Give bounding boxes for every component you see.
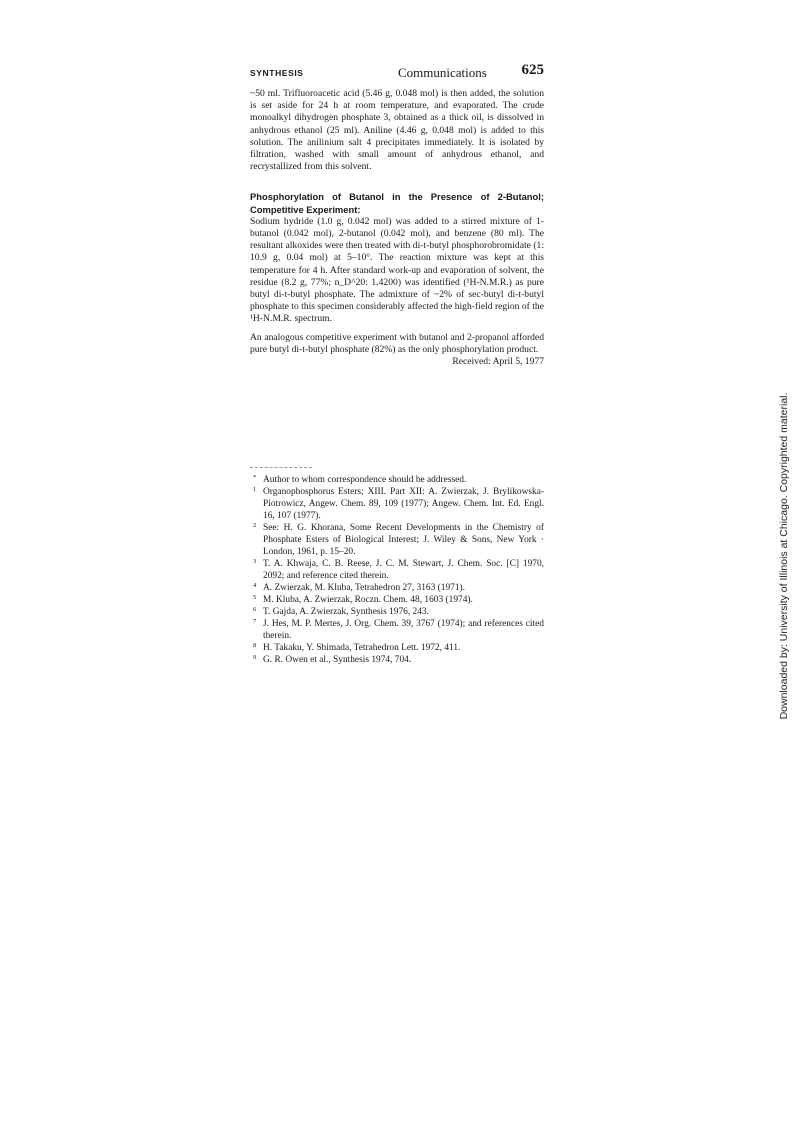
- footnote: [250, 618, 544, 642]
- footnote-text: Organophosphorus Esters; XIII. Part XII: A. Zwierzak, J. Brylikowska-Piotrowicz, Angew. Chem. 89, 109 (1977); Angew. Chem. Int. Ed. Engl. 16, 107 (1977).: [263, 487, 544, 521]
- footnote-divider: [250, 467, 312, 468]
- footnote-text: A. Zwierzak, M. Kluba, Tetrahedron 27, 3163 (1971).: [263, 583, 465, 593]
- section-heading: Phosphorylation of Butanol in the Presence of 2-Butanol; Competitive Experiment:: [250, 191, 544, 215]
- footnote-text: Author to whom correspondence should be addressed.: [263, 475, 467, 485]
- download-watermark: Downloaded by: University of Illinois at Chicago. Copyrighted material.: [778, 392, 790, 720]
- footnote-mark: 2: [253, 522, 257, 529]
- analogous-experiment-paragraph: An analogous competitive experiment with butanol and 2-propanol afforded pure butyl di-t-butyl phosphate (82%) as the only phosphorylation product.: [250, 331, 544, 355]
- footnote: [250, 522, 544, 558]
- footnote-text: G. R. Owen et al., Synthesis 1974, 704.: [263, 655, 412, 665]
- page-number: 625: [521, 62, 544, 78]
- footnote-text: H. Takaku, Y. Shimada, Tetrahedron Lett. 1972, 411.: [263, 643, 461, 653]
- footnote: [250, 606, 544, 618]
- competitive-experiment-paragraph: Sodium hydride (1.0 g, 0.042 mol) was added to a stirred mixture of 1-butanol (0.042 mol), 2-butanol (0.042 mol), and benzene (80 ml). The resultant alkoxides were then treated with di-t-butyl phosphorobromidate (1: 10.9 g, 0.04 mol) at 5–10°. The reaction mixture was kept at this temperature for 4 h. After standard work-up and evaporation of solvent, the residue (8.2 g, 77%; n_D^20: 1.4200) was identified (¹H-N.M.R.) as pure butyl di-t-butyl phosphate. The admixture of ~2% of sec-butyl di-t-butyl phosphate to this specimen considerably affected the high-field region of the ¹H-N.M.R. spectrum.: [250, 215, 544, 325]
- footnote: [250, 642, 544, 654]
- footnote-text: J. Hes, M. P. Mertes, J. Org. Chem. 39, 3767 (1974); and references cited therein.: [263, 619, 544, 641]
- footnote-mark: 5: [253, 594, 257, 601]
- footnote-mark: 4: [253, 582, 257, 589]
- footnote: [250, 474, 544, 486]
- received-date: Received: April 5, 1977: [452, 356, 544, 368]
- footnote-mark: 3: [253, 558, 257, 565]
- procedure-paragraph: ~50 ml. Trifluoroacetic acid (5.46 g, 0.048 mol) is then added, the solution is set aside for 24 h at room temperature, and evaporated. The crude monoalkyl dihydrogen phosphate 3, obtained as a thick oil, is dissolved in anhydrous ethanol (25 ml). Aniline (4.46 g, 0.048 mol) is added to this solution. The anilinium salt 4 precipitates immediately. It is isolated by filtration, washed with small amount of anhydrous ethanol, and recrystallized from this solvent.: [250, 88, 544, 173]
- footnote: [250, 594, 544, 606]
- main-text-column: [250, 88, 544, 368]
- footnote-mark: *: [253, 474, 257, 481]
- page-header: [250, 62, 544, 82]
- footnote-text: See: H. G. Khorana, Some Recent Developments in the Chemistry of Phosphate Esters of Biological Interest; J. Wiley & Sons, New York · London, 1961, p. 15–20.: [263, 523, 544, 557]
- section-title: Communications: [398, 65, 487, 80]
- footnote-mark: 7: [253, 618, 257, 625]
- footnote-mark: 8: [253, 642, 257, 649]
- journal-name: SYNTHESIS: [250, 68, 304, 78]
- footnote-mark: 9: [253, 654, 257, 661]
- footnote-mark: 1: [253, 486, 257, 493]
- footnote-text: T. Gajda, A. Zwierzak, Synthesis 1976, 243.: [263, 607, 429, 617]
- footnote: [250, 558, 544, 582]
- footnotes-list: [250, 474, 544, 666]
- footnote-text: M. Kluba, A. Zwierzak, Roczn. Chem. 48, 1603 (1974).: [263, 595, 473, 605]
- footnote: [250, 654, 544, 666]
- footnote: [250, 582, 544, 594]
- footnote-mark: 6: [253, 606, 257, 613]
- footnote: [250, 486, 544, 522]
- footnote-text: T. A. Khwaja, C. B. Reese, J. C. M. Stewart, J. Chem. Soc. [C] 1970, 2092; and reference cited therein.: [263, 559, 544, 581]
- spacer: [250, 173, 544, 191]
